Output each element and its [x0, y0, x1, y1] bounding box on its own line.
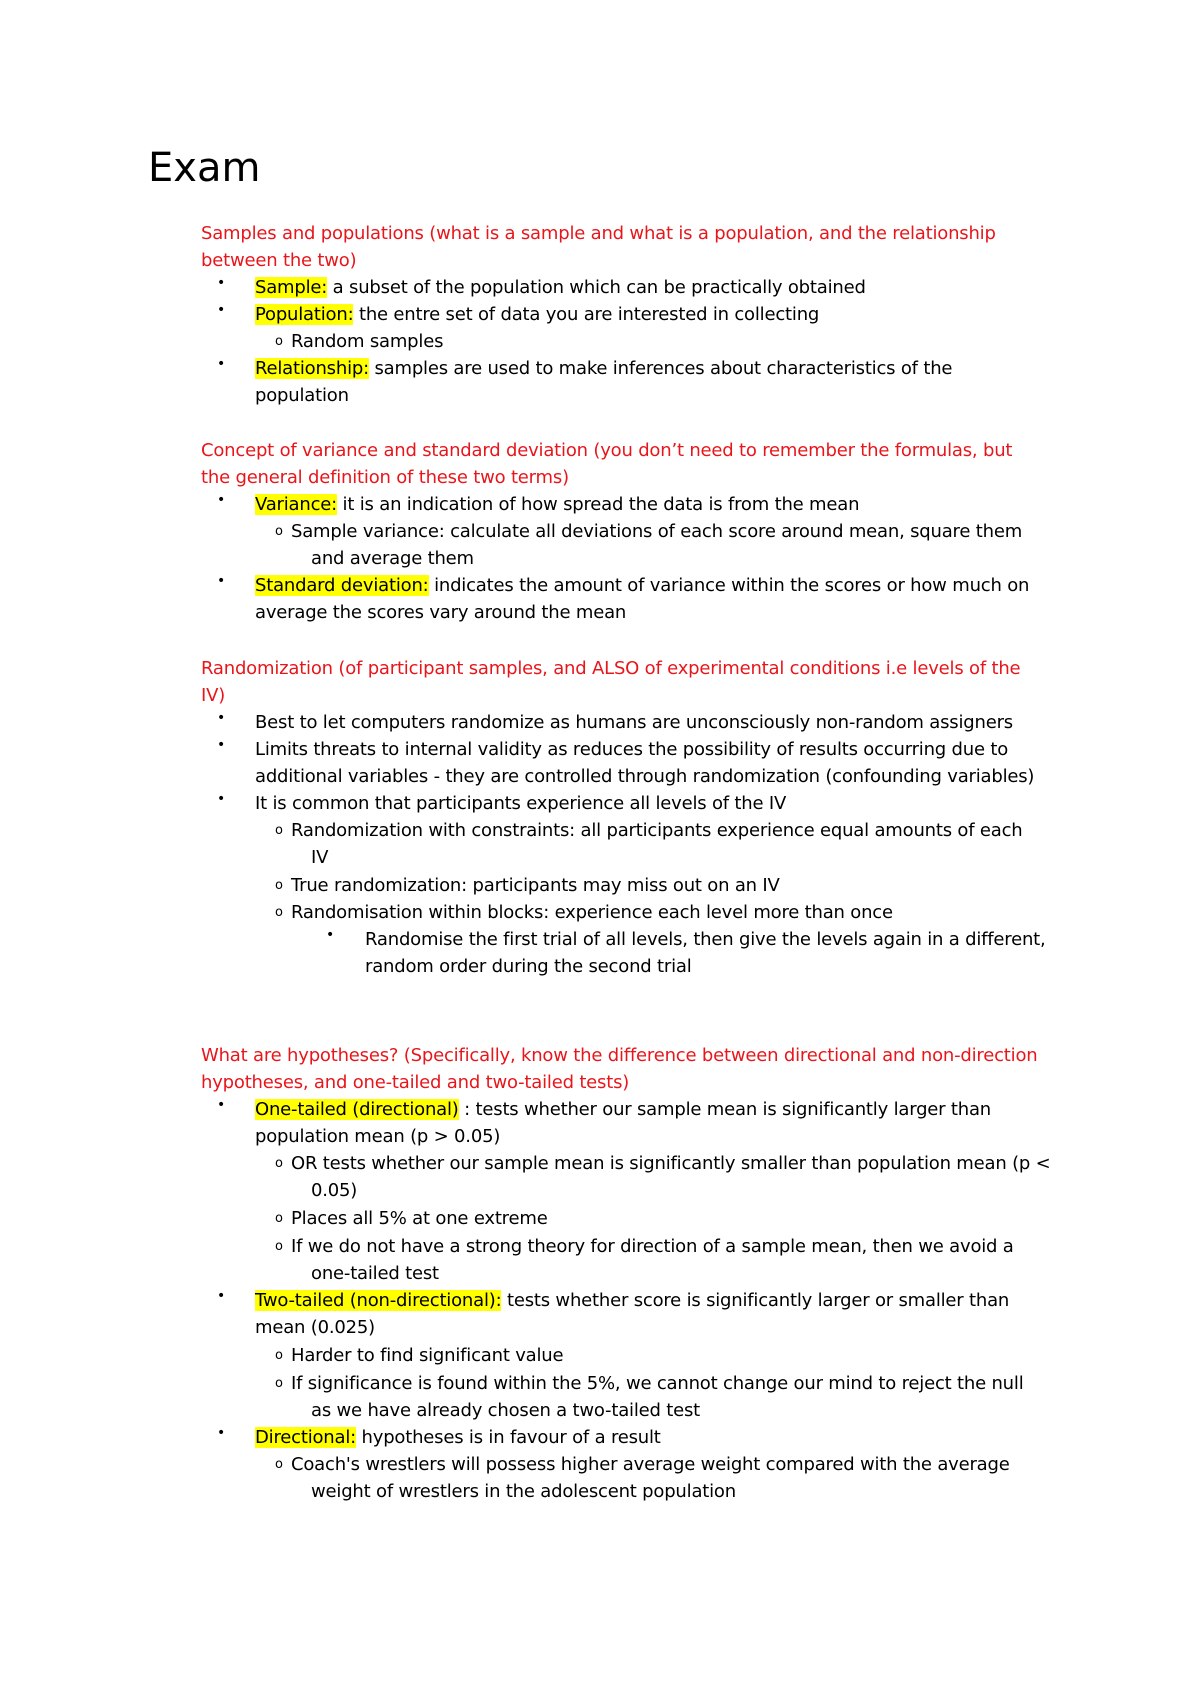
- bullet-icon: •: [217, 710, 226, 726]
- page-title: Exam: [148, 145, 261, 191]
- sub-list-item: Harder to find significant value: [291, 1345, 564, 1366]
- list-item: Limits threats to internal validity as reduces the possibility of results occurring due to: [255, 739, 1009, 760]
- sub-list-item-continuation: weight of wrestlers in the adolescent population: [311, 1481, 736, 1502]
- sub-list-item-continuation: as we have already chosen a two-tailed test: [311, 1400, 701, 1421]
- sub-list-item-continuation: IV: [311, 847, 329, 868]
- sub-bullet-icon: o: [275, 1156, 283, 1171]
- sub-bullet-icon: o: [275, 1239, 283, 1254]
- definition: the entre set of data you are interested in collecting: [353, 304, 820, 325]
- sub-bullet-icon: o: [275, 1457, 283, 1472]
- section-heading: Randomization (of participant samples, and ALSO of experimental conditions i.e levels of the: [201, 658, 1021, 679]
- list-item: Best to let computers randomize as humans are unconsciously non-random assigners: [255, 712, 1013, 733]
- sub-list-item: Coach's wrestlers will possess higher average weight compared with the average: [291, 1454, 1010, 1475]
- list-item: It is common that participants experience all levels of the IV: [255, 793, 787, 814]
- list-item-continuation: additional variables - they are controlled through randomization (confounding variables): [255, 766, 1035, 787]
- sub-bullet-icon: o: [275, 334, 283, 349]
- list-item: [255, 1424, 661, 1451]
- sub-bullet-icon: o: [275, 878, 283, 893]
- definition: indicates the amount of variance within the scores or how much on: [428, 575, 1030, 596]
- section-heading: between the two): [201, 250, 357, 271]
- list-item-continuation: average the scores vary around the mean: [255, 602, 627, 623]
- definition: tests whether score is significantly larger or smaller than: [501, 1290, 1010, 1311]
- list-item-continuation: population: [255, 385, 349, 406]
- sub-bullet-icon: o: [275, 524, 283, 539]
- list-item: [255, 572, 1029, 599]
- term-highlight: Directional:: [255, 1427, 357, 1448]
- definition: a subset of the population which can be practically obtained: [327, 277, 866, 298]
- term-highlight: Standard deviation:: [255, 575, 429, 596]
- sub-list-item: Randomization with constraints: all participants experience equal amounts of each: [291, 820, 1023, 841]
- sub-bullet-icon: o: [275, 905, 283, 920]
- bullet-icon: •: [217, 1425, 226, 1441]
- sub-list-item: Sample variance: calculate all deviations of each score around mean, square them: [291, 521, 1023, 542]
- bullet-icon: •: [217, 573, 226, 589]
- sub-list-item: Random samples: [291, 331, 444, 352]
- sub-list-item-continuation: 0.05): [311, 1180, 358, 1201]
- sub-list-item-continuation: one-tailed test: [311, 1263, 439, 1284]
- section-heading: Samples and populations (what is a sample and what is a population, and the relationship: [201, 223, 996, 244]
- definition: : tests whether our sample mean is significantly larger than: [458, 1099, 992, 1120]
- section-heading: Concept of variance and standard deviation (you don’t need to remember the formulas, but: [201, 440, 1013, 461]
- list-item: [255, 301, 819, 328]
- bullet-icon: •: [217, 1097, 226, 1113]
- sub-bullet-icon: o: [275, 823, 283, 838]
- section-heading: hypotheses, and one-tailed and two-tailed tests): [201, 1072, 630, 1093]
- list-item: [255, 1096, 991, 1123]
- sub-list-item: Places all 5% at one extreme: [291, 1208, 548, 1229]
- definition: samples are used to make inferences about characteristics of the: [368, 358, 953, 379]
- term-highlight: Relationship:: [255, 358, 369, 379]
- section-heading: What are hypotheses? (Specifically, know the difference between directional and non-direction: [201, 1045, 1038, 1066]
- term-highlight: One-tailed (directional): [255, 1099, 459, 1120]
- definition: hypotheses is in favour of a result: [356, 1427, 661, 1448]
- sub-bullet-icon: o: [275, 1348, 283, 1363]
- term-highlight: Sample:: [255, 277, 328, 298]
- term-highlight: Variance:: [255, 494, 338, 515]
- list-item-continuation: population mean (p > 0.05): [255, 1126, 501, 1147]
- bullet-icon: •: [217, 791, 226, 807]
- sub-sub-list-item-continuation: random order during the second trial: [365, 956, 692, 977]
- bullet-icon: •: [217, 302, 226, 318]
- bullet-icon: •: [217, 356, 226, 372]
- sub-list-item-continuation: and average them: [311, 548, 474, 569]
- bullet-icon: •: [217, 492, 226, 508]
- section-heading: IV): [201, 685, 226, 706]
- bullet-icon: •: [326, 927, 335, 943]
- list-item: [255, 1287, 1009, 1314]
- list-item-continuation: mean (0.025): [255, 1317, 375, 1338]
- sub-sub-list-item: Randomise the first trial of all levels, then give the levels again in a different,: [365, 929, 1046, 950]
- term-highlight: Two-tailed (non-directional):: [255, 1290, 502, 1311]
- definition: it is an indication of how spread the data is from the mean: [337, 494, 860, 515]
- bullet-icon: •: [217, 737, 226, 753]
- list-item: [255, 355, 952, 382]
- sub-list-item: Randomisation within blocks: experience each level more than once: [291, 902, 893, 923]
- sub-bullet-icon: o: [275, 1211, 283, 1226]
- sub-list-item: OR tests whether our sample mean is significantly smaller than population mean (p <: [291, 1153, 1051, 1174]
- sub-bullet-icon: o: [275, 1376, 283, 1391]
- list-item: [255, 491, 859, 518]
- bullet-icon: •: [217, 275, 226, 291]
- bullet-icon: •: [217, 1288, 226, 1304]
- sub-list-item: True randomization: participants may miss out on an IV: [291, 875, 780, 896]
- section-heading: the general definition of these two terms): [201, 467, 569, 488]
- sub-list-item: If significance is found within the 5%, we cannot change our mind to reject the null: [291, 1373, 1024, 1394]
- list-item: [255, 274, 866, 301]
- term-highlight: Population:: [255, 304, 354, 325]
- sub-list-item: If we do not have a strong theory for direction of a sample mean, then we avoid a: [291, 1236, 1014, 1257]
